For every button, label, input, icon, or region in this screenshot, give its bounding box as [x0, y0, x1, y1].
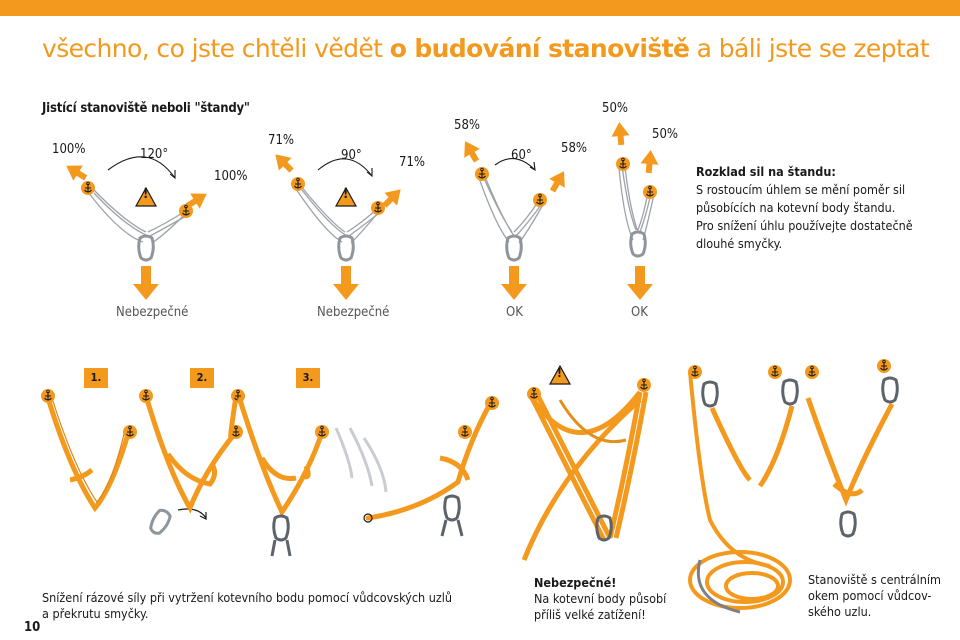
anchor-icon [81, 181, 95, 195]
anchor-icon [688, 365, 702, 379]
warning-mark-1: ! [143, 187, 149, 202]
section-title: Jistící stanoviště neboli "štandy" [42, 101, 250, 116]
diagram-4-status: OK [631, 305, 648, 320]
diagram-3-right-pct: 58% [561, 141, 587, 156]
force-arrow-left-4 [610, 121, 630, 145]
caption-right: Stanoviště s centrálním okem pomocí vůdcov- ského uzlu. [808, 572, 941, 619]
info-line: působících na kotevní body štandu. [696, 200, 896, 215]
anchor-icon [877, 359, 891, 373]
anchor-icon [616, 157, 630, 171]
force-arrow-left-2 [269, 148, 298, 177]
diagram-4-left-pct: 50% [602, 101, 628, 116]
anchor-icon [805, 365, 819, 379]
diagram-3-status: OK [506, 305, 523, 320]
down-arrow-icon [501, 266, 527, 300]
warning-mark-3: ! [557, 366, 562, 380]
info-line: S rostoucím úhlem se mění poměr sil [696, 182, 906, 197]
diagram-2 [269, 148, 407, 300]
dangerous-sling-illustration [524, 366, 651, 560]
anchor-icon [229, 425, 243, 439]
down-arrow-icon [627, 266, 653, 300]
down-arrow-icon [133, 266, 159, 300]
info-line: Pro snížení úhlu používejte dostatečně [696, 218, 913, 233]
anchor-icon [41, 389, 55, 403]
carabiner-icon [631, 232, 646, 256]
anchor-icon [475, 167, 489, 181]
carabiner-icon [139, 236, 154, 260]
diagram-2-right-pct: 71% [399, 155, 425, 170]
warning-mark-2: ! [343, 187, 349, 202]
motion-lines [336, 428, 386, 492]
anchor-icon [291, 177, 305, 191]
anchor-icon [139, 389, 153, 403]
info-line: dlouhé smyčky. [696, 236, 783, 251]
anchor-icon [643, 185, 657, 199]
step-1-illustration [41, 389, 206, 536]
info-heading: Rozklad sil na štandu: [696, 164, 836, 179]
diagram-2-status: Nebezpečné [317, 305, 390, 320]
force-arrow-left-3 [457, 137, 484, 166]
coiled-rope-illustration [690, 372, 790, 612]
carabiner-icon [148, 508, 173, 536]
step-3-right [364, 396, 499, 536]
carabiner-icon [841, 512, 856, 536]
page-title: všechno, co jste chtěli vědět o budování stanoviště a báli jste se zeptat [42, 34, 930, 63]
carabiner-icon [783, 380, 798, 404]
anchor-icon [123, 425, 137, 439]
diagram-1-status: Nebezpečné [116, 305, 189, 320]
step-badge-3: 3. [296, 368, 320, 388]
anchor-icon [371, 201, 385, 215]
anchor-icon [485, 396, 499, 410]
step-2-illustration [139, 389, 245, 508]
force-arrow-right-4 [640, 149, 660, 173]
step-3-illustration [240, 400, 329, 556]
anchor-icon [533, 193, 547, 207]
diagram-1-left-pct: 100% [52, 142, 86, 157]
carabiner-icon [507, 236, 522, 260]
anchor-icon [179, 204, 193, 218]
page-title-bold: o budování stanoviště [389, 34, 690, 63]
carabiner-icon [274, 516, 289, 540]
central-eye-illustration [688, 359, 897, 536]
force-distribution-info [696, 163, 913, 253]
carabiner-icon [445, 496, 460, 520]
anchor-icon [637, 378, 651, 392]
carabiner-icon [883, 378, 898, 402]
diagram-1-right-pct: 100% [214, 169, 248, 184]
diagram-3-angle: 60° [511, 148, 532, 163]
anchor-icon [527, 387, 541, 401]
diagram-4 [610, 121, 659, 300]
step-badge-1: 1. [84, 368, 108, 388]
diagram-3-left-pct: 58% [454, 118, 480, 133]
anchor-icon [315, 425, 329, 439]
diagram-4-right-pct: 50% [652, 127, 678, 142]
diagram-2-angle: 90° [341, 148, 362, 163]
anchor-icon [768, 365, 782, 379]
carabiner-icon [703, 382, 718, 406]
carabiner-icon [339, 236, 354, 260]
diagram-1 [61, 157, 211, 300]
step-badge-2: 2. [190, 368, 214, 388]
anchor-icon [458, 425, 472, 439]
page-number: 10 [24, 620, 41, 635]
down-arrow-icon [333, 266, 359, 300]
force-arrow-right-3 [545, 167, 572, 196]
caption-middle: Nebezpečné! Na kotevní body působí příliš velké zatížení! [534, 575, 667, 622]
caption-middle-heading: Nebezpečné! [534, 575, 617, 590]
caption-left: Snížení rázové síly při vytržení kotevního bodu pomocí vůdcovských uzlů a překrutu smyčky. [42, 590, 452, 621]
diagram-2-left-pct: 71% [268, 133, 294, 148]
diagram-1-angle: 120° [140, 147, 169, 162]
